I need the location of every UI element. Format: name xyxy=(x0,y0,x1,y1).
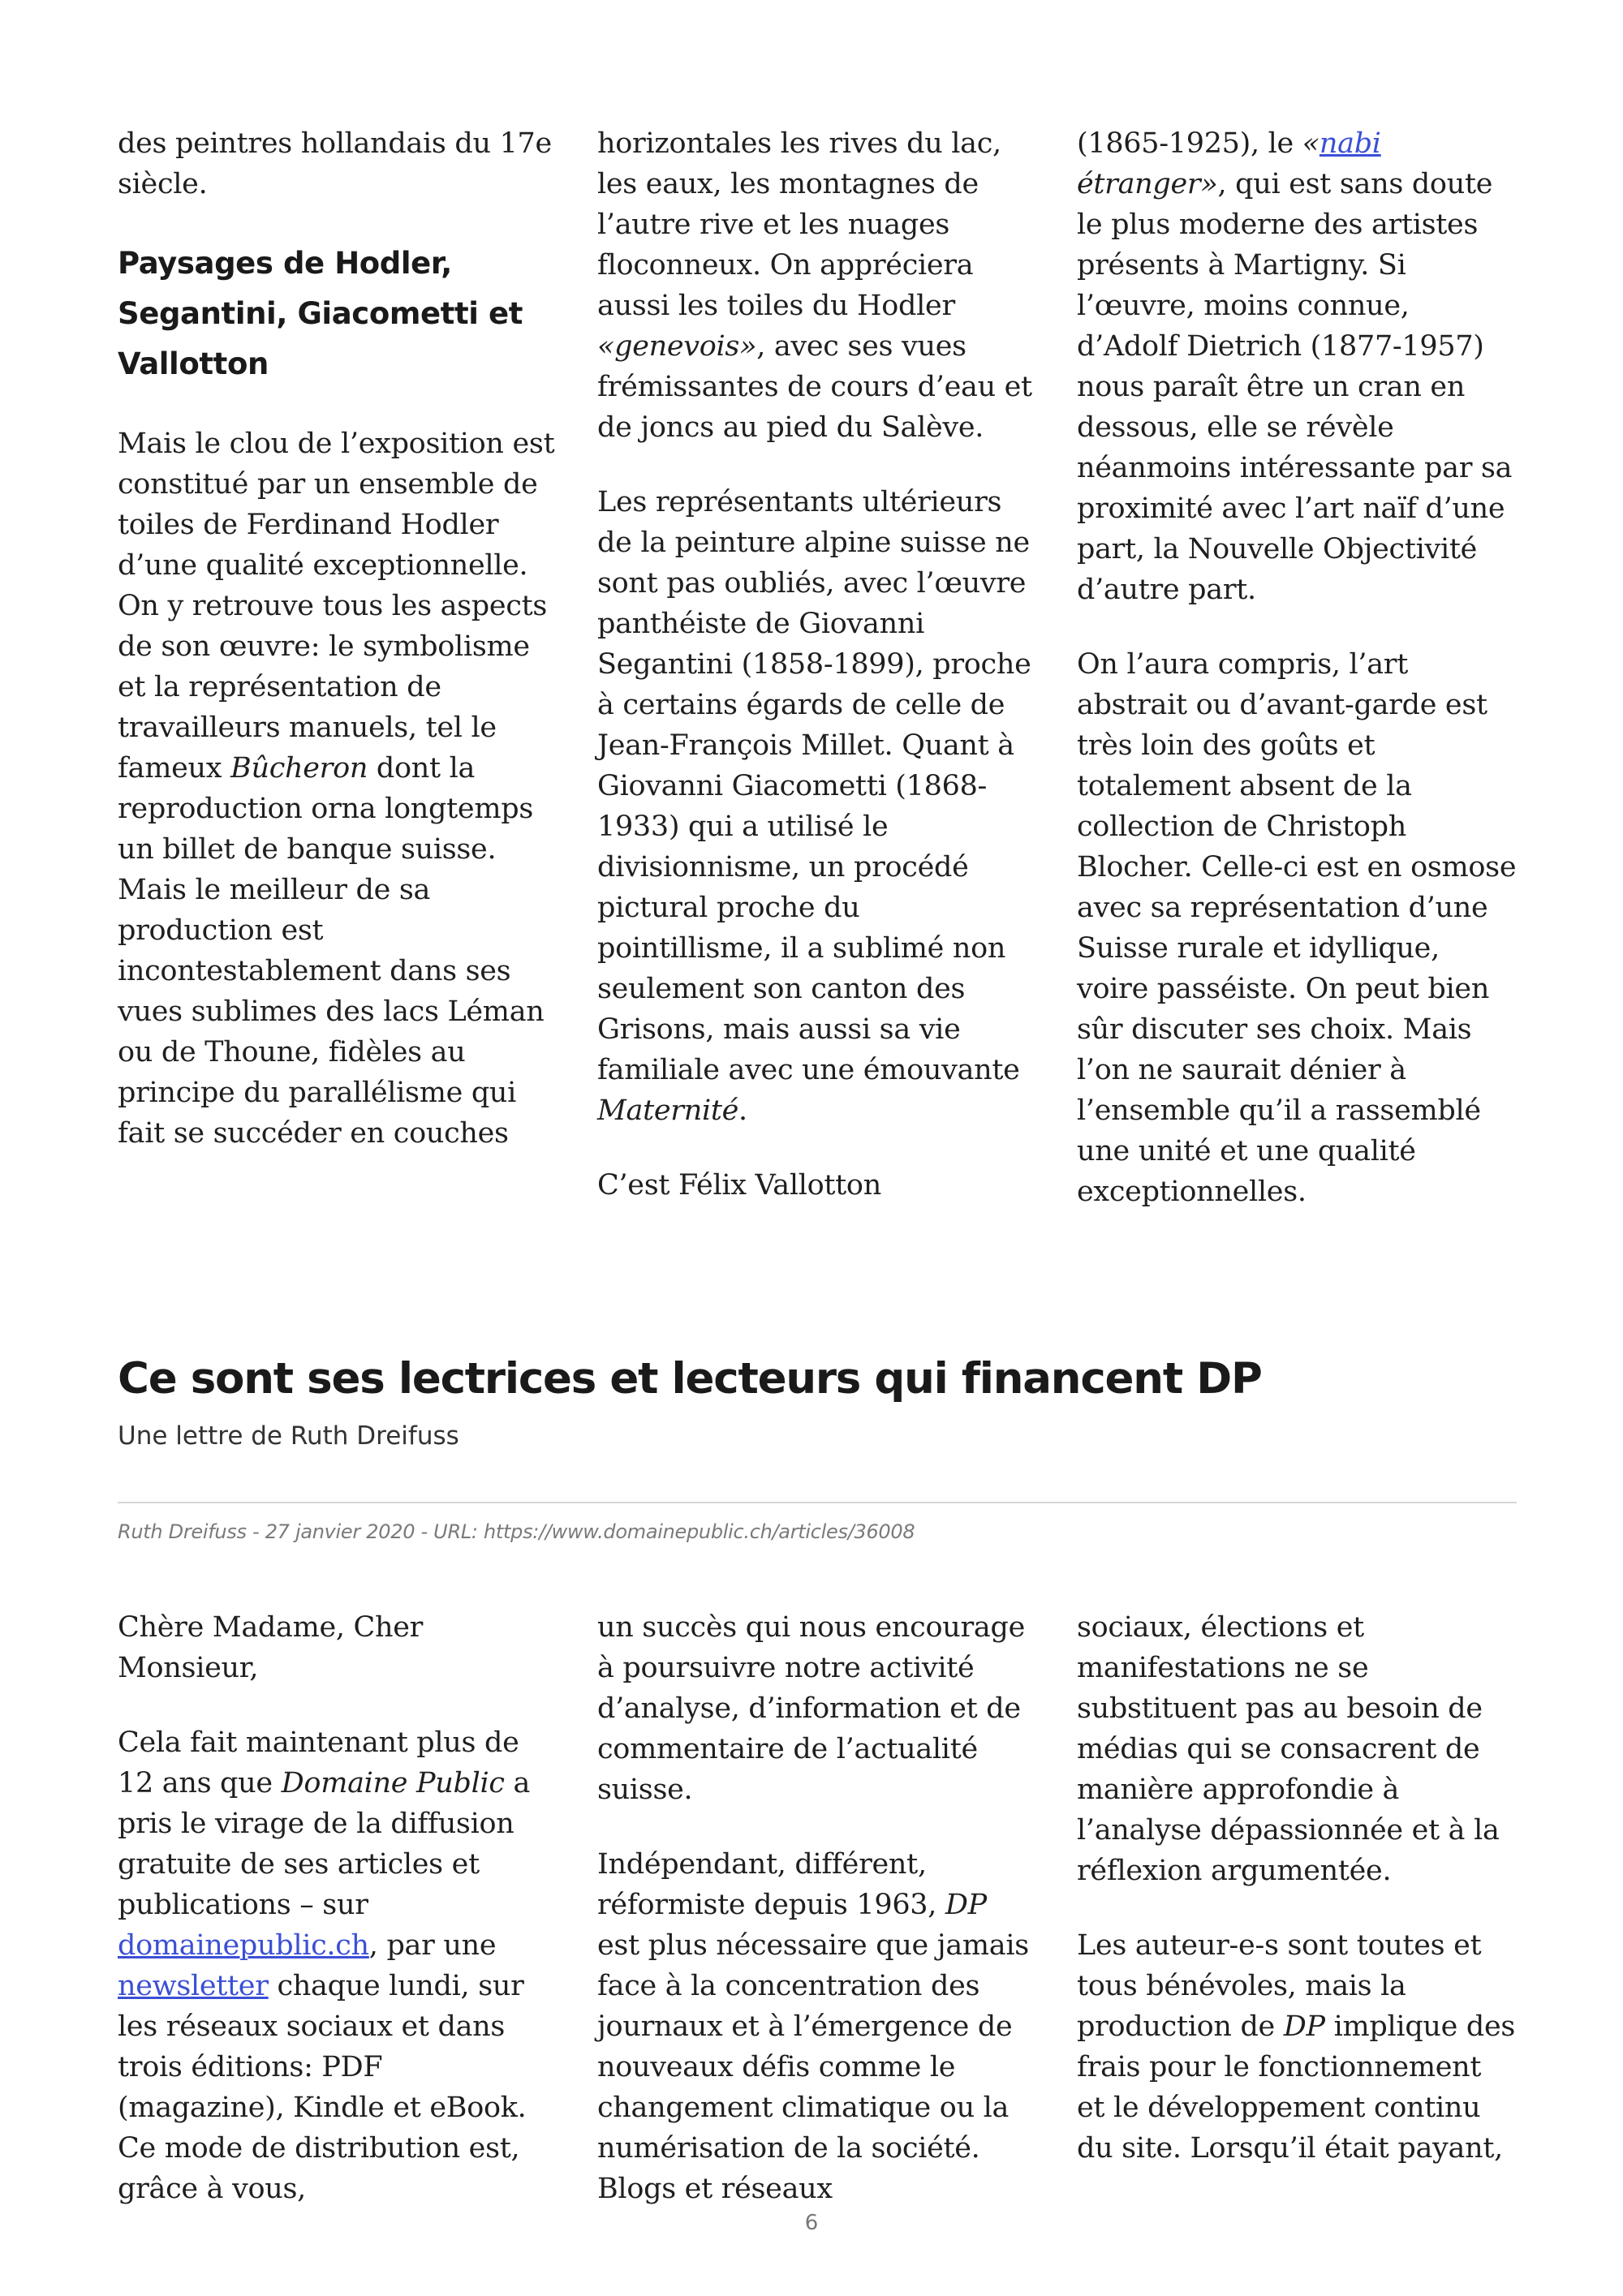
article-meta: Ruth Dreifuss - 27 janvier 2020 - URL: https://www.domainepublic.ch/articles/36008 xyxy=(118,1520,915,1543)
paragraph: un succès qui nous encourage à poursuivre notre activité d’analyse, d’information et de commentaire de l’actualité suisse. xyxy=(597,1611,1026,1806)
article-subtitle: Une lettre de Ruth Dreifuss xyxy=(118,1421,459,1451)
paragraph: Les représentants ultérieurs de la peinture alpine suisse ne sont pas oubliés, avec l’œuvre panthéiste de Giovanni Segantini (1858-1899), proche à certains égards de celle de Jean-François Millet. Quant à Giovanni Giacometti (1868-1933) qui a utilisé le divisionnisme, un procédé pictural proche du pointillisme, il a sublimé non seulement son canton des Grisons, mais aussi sa vie familiale avec une émouvante Maternité. xyxy=(597,486,1031,1127)
column-3 xyxy=(1077,1607,1517,2209)
paragraph: Chère Madame, Cher Monsieur, xyxy=(118,1611,424,1684)
paragraph: Indépendant, différent, réformiste depuis 1963, DP est plus nécessaire que jamais face à la concentration des journaux et à l’émergence de nouveaux défis comme le changement climatique ou la numérisation de la société. Blogs et réseaux xyxy=(597,1848,1029,2205)
column-3 xyxy=(1077,123,1517,1212)
paragraph: C’est Félix Vallotton xyxy=(597,1169,881,1202)
artwork-title: Bûcheron xyxy=(230,752,368,785)
paragraph: Les auteur-e-s sont toutes et tous bénévoles, mais la production de DP implique des frais pour le fonctionnement et le développement continu du site. Lorsqu’il était payant, xyxy=(1077,1929,1516,2165)
article-body xyxy=(118,1607,1517,2209)
paragraph: (1865-1925), le «nabi étranger», qui est sans doute le plus moderne des artistes présents à Martigny. Si l’œuvre, moins connue, d’Adolf Dietrich (1877-1957) nous paraît être un cran en dessous, elle se révèle néanmoins intéressante par sa proximité avec l’art naïf d’une part, la Nouvelle Objectivité d’autre part. xyxy=(1077,127,1513,606)
paragraph: Cela fait maintenant plus de 12 ans que Domaine Public a pris le virage de la diffusion gratuite de ses articles et publications – sur domainepublic.ch, par une newsletter chaque lundi, sur les réseaux sociaux et dans trois éditions: PDF (magazine), Kindle et eBook. Ce mode de distribution est, grâce à vous, xyxy=(118,1726,531,2205)
previous-article-continuation xyxy=(118,123,1517,1212)
divider xyxy=(118,1502,1517,1503)
paragraph: des peintres hollandais du 17e siècle. xyxy=(118,127,552,200)
domainepublic-link[interactable]: domainepublic.ch xyxy=(118,1929,369,1962)
page-number: 6 xyxy=(804,2211,819,2235)
column-1 xyxy=(118,123,558,1212)
column-2 xyxy=(597,1607,1037,2209)
paragraph: horizontales les rives du lac, les eaux, les montagnes de l’autre rive et les nuages floconneux. On appréciera aussi les toiles du Hodler «genevois», avec ses vues frémissantes de cours d’eau et de joncs au pied du Salève. xyxy=(597,127,1032,444)
artwork-title: Maternité xyxy=(597,1094,739,1127)
nabi-link[interactable]: nabi xyxy=(1319,127,1381,160)
paragraph: On l’aura compris, l’art abstrait ou d’avant-garde est très loin des goûts et totalement absent de la collection de Christoph Blocher. Celle-ci est en osmose avec sa représentation d’une Suisse rurale et idyllique, voire passéiste. On peut bien sûr discuter ses choix. Mais l’on ne saurait dénier à l’ensemble qu’il a rassemblé une unité et une qualité exceptionnelles. xyxy=(1077,648,1517,1208)
article-title: Ce sont ses lectrices et lecteurs qui financent DP xyxy=(118,1354,1262,1404)
newsletter-link[interactable]: newsletter xyxy=(118,1970,269,2002)
section-heading: Paysages de Hodler, Segantini, Giacometti et Vallotton xyxy=(118,246,523,381)
column-2 xyxy=(597,123,1037,1212)
paragraph: Mais le clou de l’exposition est constitué par un ensemble de toiles de Ferdinand Hodler d’une qualité exceptionnelle. On y retrouve tous les aspects de son œuvre: le symbolisme et la représentation de travailleurs manuels, tel le fameux Bûcheron dont la reproduction orna longtemps un billet de banque suisse. Mais le meilleur de sa production est incontestablement dans ses vues sublimes des lacs Léman ou de Thoune, fidèles au principe du parallélisme qui fait se succéder en couches xyxy=(118,428,555,1150)
column-1 xyxy=(118,1607,558,2209)
paragraph: sociaux, élections et manifestations ne se substituent pas au besoin de médias qui se consacrent de manière approfondie à l’analyse dépassionnée et à la réflexion argumentée. xyxy=(1077,1611,1500,1887)
